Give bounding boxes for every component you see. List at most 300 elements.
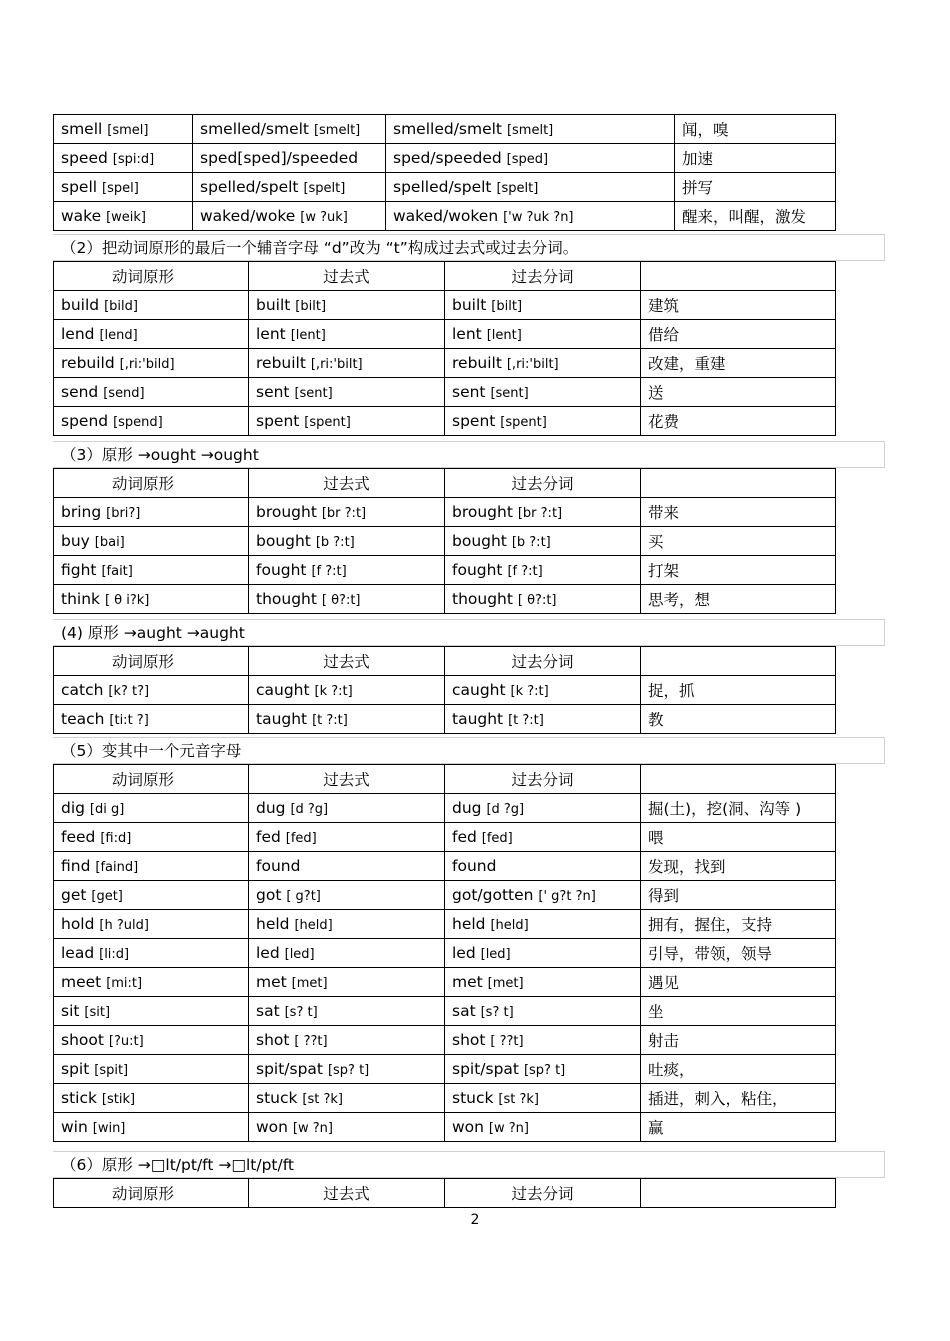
word: speed <box>61 149 108 167</box>
phonetic: [sent] <box>294 386 333 401</box>
table-row <box>54 291 836 320</box>
table-row <box>54 676 836 705</box>
word: 闻，嗅 <box>682 121 729 139</box>
table-cell <box>54 1084 249 1113</box>
phonetic: [ ??t] <box>294 1034 328 1049</box>
word: dig <box>61 799 85 817</box>
table-cell <box>54 556 249 585</box>
word: 吐痰， <box>648 1061 695 1079</box>
phonetic: [weik] <box>106 210 146 225</box>
word: 坐 <box>648 1003 664 1021</box>
table-cell <box>386 144 675 173</box>
table-cell <box>54 1113 249 1142</box>
word: lent <box>452 325 482 343</box>
table-cell <box>54 881 249 910</box>
table-cell <box>54 349 249 378</box>
table-cell <box>445 585 641 614</box>
word: smelled/smelt <box>200 120 310 138</box>
phonetic: [spi:d] <box>112 152 155 167</box>
column-header: 动词原形 <box>54 469 249 498</box>
phonetic: [h ?uld] <box>99 918 149 933</box>
phonetic: [sped] <box>506 152 549 167</box>
word: get <box>61 886 87 904</box>
phonetic: [fed] <box>285 831 317 846</box>
word: shot <box>452 1031 486 1049</box>
table-cell <box>445 407 641 436</box>
phonetic: [,ri:'bild] <box>119 357 175 372</box>
table-cell <box>249 527 445 556</box>
table-cell <box>54 144 193 173</box>
table-cell <box>54 527 249 556</box>
table-section-5 <box>53 764 836 1142</box>
table-cell <box>193 202 386 231</box>
column-header: 过去分词 <box>445 262 641 291</box>
phonetic: [w ?n] <box>488 1121 529 1136</box>
table-cell <box>641 676 836 705</box>
table-cell <box>54 997 249 1026</box>
phonetic: [led] <box>284 947 315 962</box>
table-cell <box>54 407 249 436</box>
phonetic: [lent] <box>290 328 326 343</box>
table-cell <box>675 115 836 144</box>
table-row <box>54 910 836 939</box>
phonetic: [,ri:'bilt] <box>310 357 363 372</box>
word: 喂 <box>648 829 664 847</box>
table-cell <box>249 705 445 734</box>
phonetic: [lent] <box>486 328 522 343</box>
table-row <box>54 1026 836 1055</box>
word: 捉，抓 <box>648 682 695 700</box>
phonetic: [smelt] <box>313 123 361 138</box>
phonetic: [d ?g] <box>290 802 329 817</box>
phonetic: [fed] <box>481 831 513 846</box>
table-cell <box>249 320 445 349</box>
phonetic: [bild] <box>104 299 138 314</box>
table-row <box>54 585 836 614</box>
word: sent <box>452 383 486 401</box>
table-cell <box>641 349 836 378</box>
word: held <box>452 915 486 933</box>
table-cell <box>193 144 386 173</box>
table-cell <box>641 881 836 910</box>
phonetic: [sp? t] <box>523 1063 566 1078</box>
table-cell <box>249 291 445 320</box>
phonetic: [bilt] <box>295 299 327 314</box>
phonetic: [ ??t] <box>490 1034 524 1049</box>
table-cell <box>249 939 445 968</box>
table-cell <box>249 498 445 527</box>
word: 教 <box>648 711 664 729</box>
word: fed <box>256 828 281 846</box>
table-section-6 <box>53 1178 836 1208</box>
table-cell <box>249 349 445 378</box>
table-cell <box>445 968 641 997</box>
word: 加速 <box>682 150 714 168</box>
word: fight <box>61 561 97 579</box>
table-cell <box>641 705 836 734</box>
word: 得到 <box>648 887 680 905</box>
phonetic: [d ?g] <box>486 802 525 817</box>
word: dug <box>256 799 286 817</box>
word: win <box>61 1118 88 1136</box>
table-cell <box>249 407 445 436</box>
phonetic: [f ?:t] <box>311 564 347 579</box>
table-row <box>54 173 836 202</box>
table-cell <box>54 173 193 202</box>
phonetic: [sent] <box>490 386 529 401</box>
word: bring <box>61 503 102 521</box>
word: sat <box>452 1002 476 1020</box>
word: catch <box>61 681 104 699</box>
table-row <box>54 202 836 231</box>
word: 发现，找到 <box>648 858 726 876</box>
phonetic: [spend] <box>113 415 163 430</box>
word: thought <box>452 590 513 608</box>
word: 引导，带领，领导 <box>648 945 773 963</box>
word: stick <box>61 1089 97 1107</box>
table-row <box>54 349 836 378</box>
table-cell <box>54 705 249 734</box>
word: rebuilt <box>452 354 502 372</box>
phonetic: [spit] <box>94 1063 129 1078</box>
section-6-title: （6）原形 →□lt/pt/ft →□lt/pt/ft <box>53 1151 885 1178</box>
table-row <box>54 794 836 823</box>
table-section-3 <box>53 468 836 614</box>
word: 赢 <box>648 1119 664 1137</box>
word: teach <box>61 710 105 728</box>
phonetic: [t ?:t] <box>312 713 348 728</box>
column-header: 动词原形 <box>54 262 249 291</box>
word: feed <box>61 828 96 846</box>
word: buy <box>61 532 90 550</box>
table-cell <box>386 115 675 144</box>
word: taught <box>452 710 504 728</box>
table-cell <box>675 144 836 173</box>
table-header-row <box>54 469 836 498</box>
phonetic: [st ?k] <box>498 1092 539 1107</box>
word: dug <box>452 799 482 817</box>
table-cell <box>249 1026 445 1055</box>
table-cell <box>54 320 249 349</box>
phonetic: [bilt] <box>491 299 523 314</box>
table-row <box>54 556 836 585</box>
column-header <box>641 647 836 676</box>
column-header: 过去分词 <box>445 469 641 498</box>
phonetic: [held] <box>294 918 333 933</box>
table-row <box>54 852 836 881</box>
word: spend <box>61 412 109 430</box>
phonetic: [ θ i?k] <box>104 593 150 608</box>
table-cell <box>54 852 249 881</box>
word: fed <box>452 828 477 846</box>
word: rebuild <box>61 354 115 372</box>
table-cell <box>445 881 641 910</box>
word: sped/speeded <box>393 149 502 167</box>
phonetic: [spent] <box>304 415 351 430</box>
word: spent <box>452 412 496 430</box>
word: spent <box>256 412 300 430</box>
table-cell <box>641 852 836 881</box>
table-cell <box>641 1055 836 1084</box>
table-cell <box>445 1084 641 1113</box>
table-cell <box>249 585 445 614</box>
phonetic: [ g?t] <box>286 889 321 904</box>
word: waked/woken <box>393 207 499 225</box>
phonetic: [fait] <box>101 564 133 579</box>
table-cell <box>641 498 836 527</box>
table-cell <box>249 676 445 705</box>
phonetic: [li:d] <box>99 947 130 962</box>
column-header: 过去式 <box>249 262 445 291</box>
table-cell <box>641 1026 836 1055</box>
word: 掘(土)，挖(洞、沟等 ) <box>648 800 802 818</box>
table-header-row <box>54 647 836 676</box>
table-cell <box>445 320 641 349</box>
table-cell <box>54 823 249 852</box>
table-cell <box>54 910 249 939</box>
section-5-title: （5）变其中一个元音字母 <box>53 737 885 764</box>
column-header: 过去式 <box>249 469 445 498</box>
table-cell <box>641 910 836 939</box>
table-row <box>54 498 836 527</box>
phonetic: [k ?:t] <box>314 684 353 699</box>
phonetic: [ti:t ?] <box>109 713 149 728</box>
table-row <box>54 378 836 407</box>
table-cell <box>193 173 386 202</box>
table-cell <box>386 202 675 231</box>
word: shot <box>256 1031 290 1049</box>
word: 拼写 <box>682 179 714 197</box>
column-header <box>641 469 836 498</box>
word: 思考，想 <box>648 591 711 609</box>
column-header: 动词原形 <box>54 1179 249 1208</box>
table-cell <box>445 1055 641 1084</box>
phonetic: [w ?uk] <box>300 210 348 225</box>
word: think <box>61 590 101 608</box>
table-row <box>54 997 836 1026</box>
phonetic: [spent] <box>500 415 547 430</box>
phonetic: [ θ?:t] <box>321 593 361 608</box>
table-top <box>53 114 836 231</box>
word: 建筑 <box>648 297 680 315</box>
word: rebuilt <box>256 354 306 372</box>
table-row <box>54 823 836 852</box>
table-cell <box>445 527 641 556</box>
phonetic: [get] <box>91 889 123 904</box>
word: lend <box>61 325 95 343</box>
table-cell <box>249 997 445 1026</box>
table-cell <box>675 173 836 202</box>
column-header: 过去式 <box>249 1179 445 1208</box>
phonetic: [smelt] <box>506 123 554 138</box>
table-header-row <box>54 765 836 794</box>
word: stuck <box>452 1089 494 1107</box>
table-section-2 <box>53 261 836 436</box>
word: met <box>256 973 287 991</box>
table-cell <box>54 1055 249 1084</box>
phonetic: [met] <box>291 976 328 991</box>
word: met <box>452 973 483 991</box>
table-cell <box>249 1055 445 1084</box>
column-header: 动词原形 <box>54 765 249 794</box>
table-header-row <box>54 1179 836 1208</box>
phonetic: [,ri:'bilt] <box>506 357 559 372</box>
word: built <box>256 296 291 314</box>
table-cell <box>445 852 641 881</box>
section-2-title: （2）把动词原形的最后一个辅音字母 “d”改为 “t”构成过去式或过去分词。 <box>53 234 885 261</box>
section-4-title: (4) 原形 →aught →aught <box>53 619 885 646</box>
table-cell <box>641 527 836 556</box>
word: found <box>452 857 497 875</box>
table-cell <box>445 556 641 585</box>
phonetic: [sit] <box>84 1005 111 1020</box>
word: smell <box>61 120 103 138</box>
phonetic: [b ?:t] <box>511 535 551 550</box>
table-cell <box>54 498 249 527</box>
phonetic: [sp? t] <box>327 1063 370 1078</box>
table-cell <box>54 968 249 997</box>
phonetic: ['w ?uk ?n] <box>503 210 574 225</box>
phonetic: [f ?:t] <box>507 564 543 579</box>
table-cell <box>54 794 249 823</box>
phonetic: [bai] <box>94 535 125 550</box>
table-cell <box>54 378 249 407</box>
word: won <box>256 1118 288 1136</box>
table-row <box>54 1055 836 1084</box>
word: fought <box>452 561 503 579</box>
word: 打架 <box>648 562 680 580</box>
table-cell <box>641 968 836 997</box>
table-row <box>54 115 836 144</box>
table-cell <box>641 585 836 614</box>
word: 买 <box>648 533 664 551</box>
table-cell <box>675 202 836 231</box>
word: find <box>61 857 91 875</box>
table-cell <box>641 291 836 320</box>
word: sit <box>61 1002 80 1020</box>
phonetic: [send] <box>103 386 145 401</box>
phonetic: [faind] <box>95 860 139 875</box>
table-cell <box>193 115 386 144</box>
phonetic: [smel] <box>107 123 149 138</box>
table-row <box>54 939 836 968</box>
word: spit <box>61 1060 90 1078</box>
table-cell <box>249 968 445 997</box>
word: held <box>256 915 290 933</box>
table-cell <box>54 585 249 614</box>
word: meet <box>61 973 102 991</box>
word: 射击 <box>648 1032 680 1050</box>
phonetic: [fi:d] <box>100 831 132 846</box>
phonetic: [k ?:t] <box>510 684 549 699</box>
phonetic: [k? t?] <box>108 684 150 699</box>
word: lead <box>61 944 95 962</box>
phonetic: [t ?:t] <box>508 713 544 728</box>
column-header <box>641 1179 836 1208</box>
word: won <box>452 1118 484 1136</box>
table-row <box>54 320 836 349</box>
word: spelled/spelt <box>393 178 492 196</box>
word: 花费 <box>648 413 680 431</box>
table-cell <box>445 1026 641 1055</box>
word: 插进，刺入，粘住， <box>648 1090 788 1108</box>
table-cell <box>445 1113 641 1142</box>
table-cell <box>249 1084 445 1113</box>
table-cell <box>249 823 445 852</box>
table-cell <box>445 498 641 527</box>
table-cell <box>641 794 836 823</box>
phonetic: [spelt] <box>496 181 539 196</box>
word: got <box>256 886 282 904</box>
word: 醒来，叫醒，激发 <box>682 208 807 226</box>
table-cell <box>445 910 641 939</box>
table-cell <box>445 291 641 320</box>
table-row <box>54 144 836 173</box>
table-cell <box>445 939 641 968</box>
phonetic: [held] <box>490 918 529 933</box>
word: 带来 <box>648 504 680 522</box>
word: lent <box>256 325 286 343</box>
phonetic: [lend] <box>99 328 138 343</box>
phonetic: [bri?] <box>106 506 141 521</box>
word: build <box>61 296 100 314</box>
word: shoot <box>61 1031 104 1049</box>
phonetic: [mi:t] <box>106 976 143 991</box>
table-cell <box>249 881 445 910</box>
word: hold <box>61 915 95 933</box>
table-cell <box>445 997 641 1026</box>
word: thought <box>256 590 317 608</box>
table-cell <box>445 794 641 823</box>
word: bought <box>452 532 507 550</box>
page-number: 2 <box>470 1212 480 1228</box>
table-cell <box>249 852 445 881</box>
section-3-title: （3）原形 →ought →ought <box>53 441 885 468</box>
phonetic: [br ?:t] <box>517 506 563 521</box>
table-cell <box>641 1084 836 1113</box>
word: smelled/smelt <box>393 120 503 138</box>
table-cell <box>641 823 836 852</box>
word: spelled/spelt <box>200 178 299 196</box>
column-header: 过去式 <box>249 765 445 794</box>
word: spit/spat <box>256 1060 324 1078</box>
word: sped[sped]/speeded <box>200 149 359 167</box>
word: sat <box>256 1002 280 1020</box>
table-cell <box>445 823 641 852</box>
table-cell <box>641 407 836 436</box>
phonetic: [win] <box>92 1121 126 1136</box>
table-cell <box>445 349 641 378</box>
table-header-row <box>54 262 836 291</box>
table-section-4 <box>53 646 836 734</box>
word: waked/woke <box>200 207 296 225</box>
table-cell <box>641 320 836 349</box>
word: stuck <box>256 1089 298 1107</box>
phonetic: [spelt] <box>303 181 346 196</box>
word: brought <box>452 503 513 521</box>
table-cell <box>641 1113 836 1142</box>
word: wake <box>61 207 102 225</box>
table-cell <box>386 173 675 202</box>
word: 送 <box>648 384 664 402</box>
column-header: 过去分词 <box>445 1179 641 1208</box>
word: 借给 <box>648 326 680 344</box>
word: 改建，重建 <box>648 355 726 373</box>
word: caught <box>452 681 506 699</box>
column-header: 过去式 <box>249 647 445 676</box>
table-cell <box>249 794 445 823</box>
table-cell <box>641 378 836 407</box>
